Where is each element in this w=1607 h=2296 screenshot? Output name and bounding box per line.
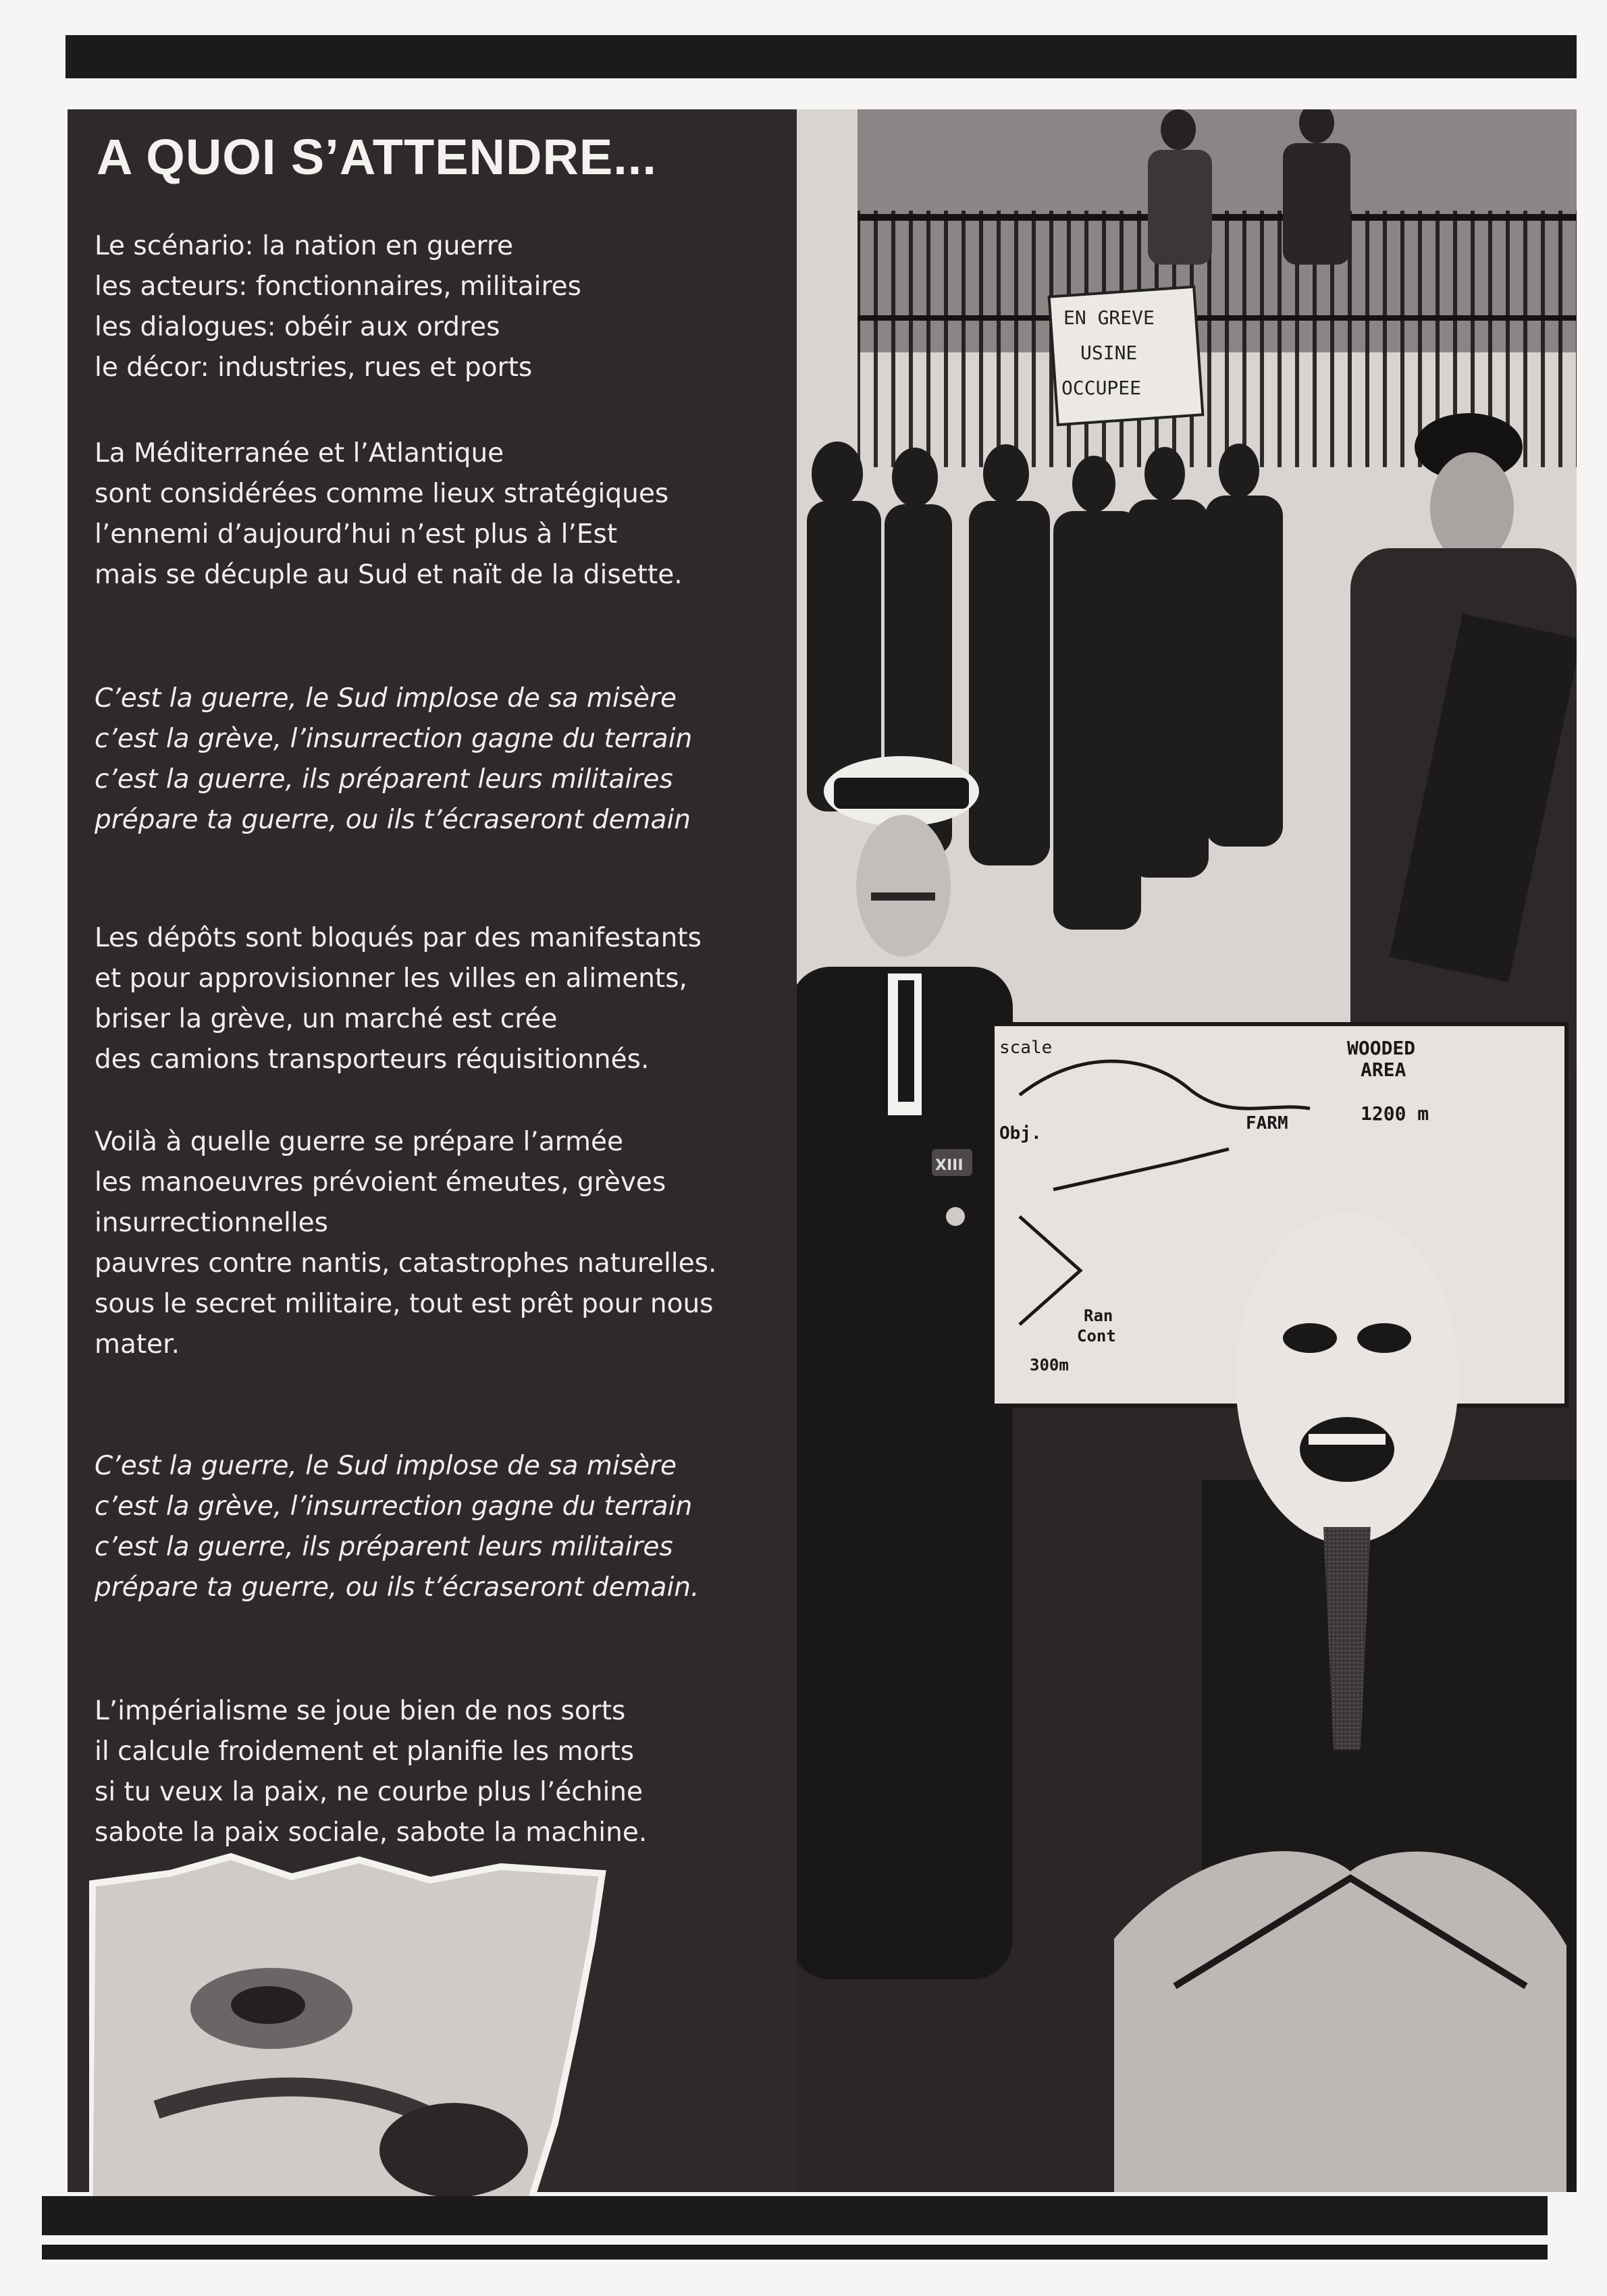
refrain-1-line-2: c’est la grève, l’insurrection gagne du terrain: [95, 724, 693, 754]
stanza-2-line-1: La Méditerranée et l’Atlantique: [95, 438, 504, 469]
stanza-2: [95, 433, 683, 595]
map-wooded-label-1: WOODED: [1347, 1037, 1416, 1059]
stanza-5: [95, 1691, 647, 1853]
stanza-2-line-4: mais se décuple au Sud et naït de la disette.: [95, 560, 683, 590]
torn-face-photo: [89, 1853, 609, 2231]
stanza-1-line-2: les acteurs: fonctionnaires, militaires: [95, 271, 581, 302]
stanza-3-line-2: et pour approvisionner les villes en aliments,: [95, 963, 687, 994]
refrain-1-line-4: prépare ta guerre, ou ils t’écraseront demain: [95, 805, 691, 835]
torn-face-illustration: [89, 1853, 609, 2231]
map-range-label-1: Ran: [1084, 1306, 1113, 1325]
stanza-5-line-3: si tu veux la paix, ne courbe plus l’échine: [95, 1777, 643, 1807]
strike-sign-line-1: EN GREVE: [1063, 306, 1155, 329]
man-on-gate: [1148, 150, 1212, 265]
stanza-4-line-5: sous le secret militaire, tout est prêt pour nous: [95, 1289, 714, 1319]
refrain-2-line-2: c’est la grève, l’insurrection gagne du terrain: [95, 1491, 693, 1522]
map-range-label-2: Cont: [1077, 1327, 1116, 1345]
man-on-gate-2: [1283, 143, 1350, 265]
refrain-1-line-3: c’est la guerre, ils préparent leurs militaires: [95, 764, 673, 795]
stanza-4-line-6: mater.: [95, 1329, 180, 1360]
map-farm-label: FARM: [1246, 1113, 1288, 1133]
top-border-bar: [65, 35, 1577, 78]
stanza-4-line-3: insurrectionnelles: [95, 1208, 328, 1238]
refrain-1-line-1: C’est la guerre, le Sud implose de sa misère: [95, 683, 677, 714]
refrain-2: [95, 1446, 699, 1608]
stanza-3-line-3: briser la grève, un marché est crée: [95, 1004, 558, 1034]
refrain-2-line-4: prépare ta guerre, ou ils t’écraseront demain.: [95, 1572, 700, 1603]
stanza-5-line-4: sabote la paix sociale, sabote la machine.: [95, 1817, 648, 1848]
stanza-4: [95, 1122, 716, 1365]
map-distance-label: 1200 m: [1361, 1102, 1429, 1125]
map-range-distance-label: 300m: [1030, 1356, 1069, 1374]
map-wooded-label-2: AREA: [1361, 1059, 1406, 1081]
stanza-3-line-4: des camions transporteurs réquisitionnés.: [95, 1044, 650, 1075]
stanza-5-line-2: il calcule froidement et planifie les morts: [95, 1736, 635, 1767]
collage-illustration: [797, 109, 1577, 2192]
stanza-2-line-3: l’ennemi d’aujourd’hui n’est plus à l’Est: [95, 519, 618, 550]
photo-collage: [797, 109, 1577, 2192]
stanza-4-line-1: Voilà à quelle guerre se prépare l’armée: [95, 1127, 624, 1157]
map-objective-label: Obj.: [999, 1123, 1042, 1144]
bottom-border-bar: [42, 2196, 1548, 2235]
strike-sign-line-2: USINE: [1080, 342, 1138, 364]
stanza-1-line-1: Le scénario: la nation en guerre: [95, 231, 514, 261]
map-scale-label: scale: [999, 1038, 1053, 1058]
refrain-2-line-1: C’est la guerre, le Sud implose de sa misère: [95, 1451, 677, 1481]
stanza-3-line-1: Les dépôts sont bloqués par des manifestants: [95, 923, 702, 953]
stanza-2-line-2: sont considérées comme lieux stratégiques: [95, 479, 669, 509]
stanza-1: [95, 226, 581, 388]
refrain-2-line-3: c’est la guerre, ils préparent leurs militaires: [95, 1532, 673, 1562]
stanza-3: [95, 918, 702, 1080]
stanza-1-line-4: le décor: industries, rues et ports: [95, 352, 533, 383]
badge-label: XIII: [935, 1157, 964, 1174]
page-title: A QUOI S’ATTENDRE...: [97, 129, 657, 185]
stanza-4-line-2: les manoeuvres prévoient émeutes, grèves: [95, 1167, 666, 1198]
stanza-5-line-1: L’impérialisme se joue bien de nos sorts: [95, 1696, 626, 1726]
strike-sign: [1049, 287, 1203, 425]
stanza-1-line-3: les dialogues: obéir aux ordres: [95, 312, 500, 342]
refrain-1: [95, 678, 692, 840]
strike-sign-line-3: OCCUPEE: [1061, 377, 1142, 399]
bottom-border-bar-thin: [42, 2245, 1548, 2260]
stanza-4-line-4: pauvres contre nantis, catastrophes naturelles.: [95, 1248, 717, 1279]
